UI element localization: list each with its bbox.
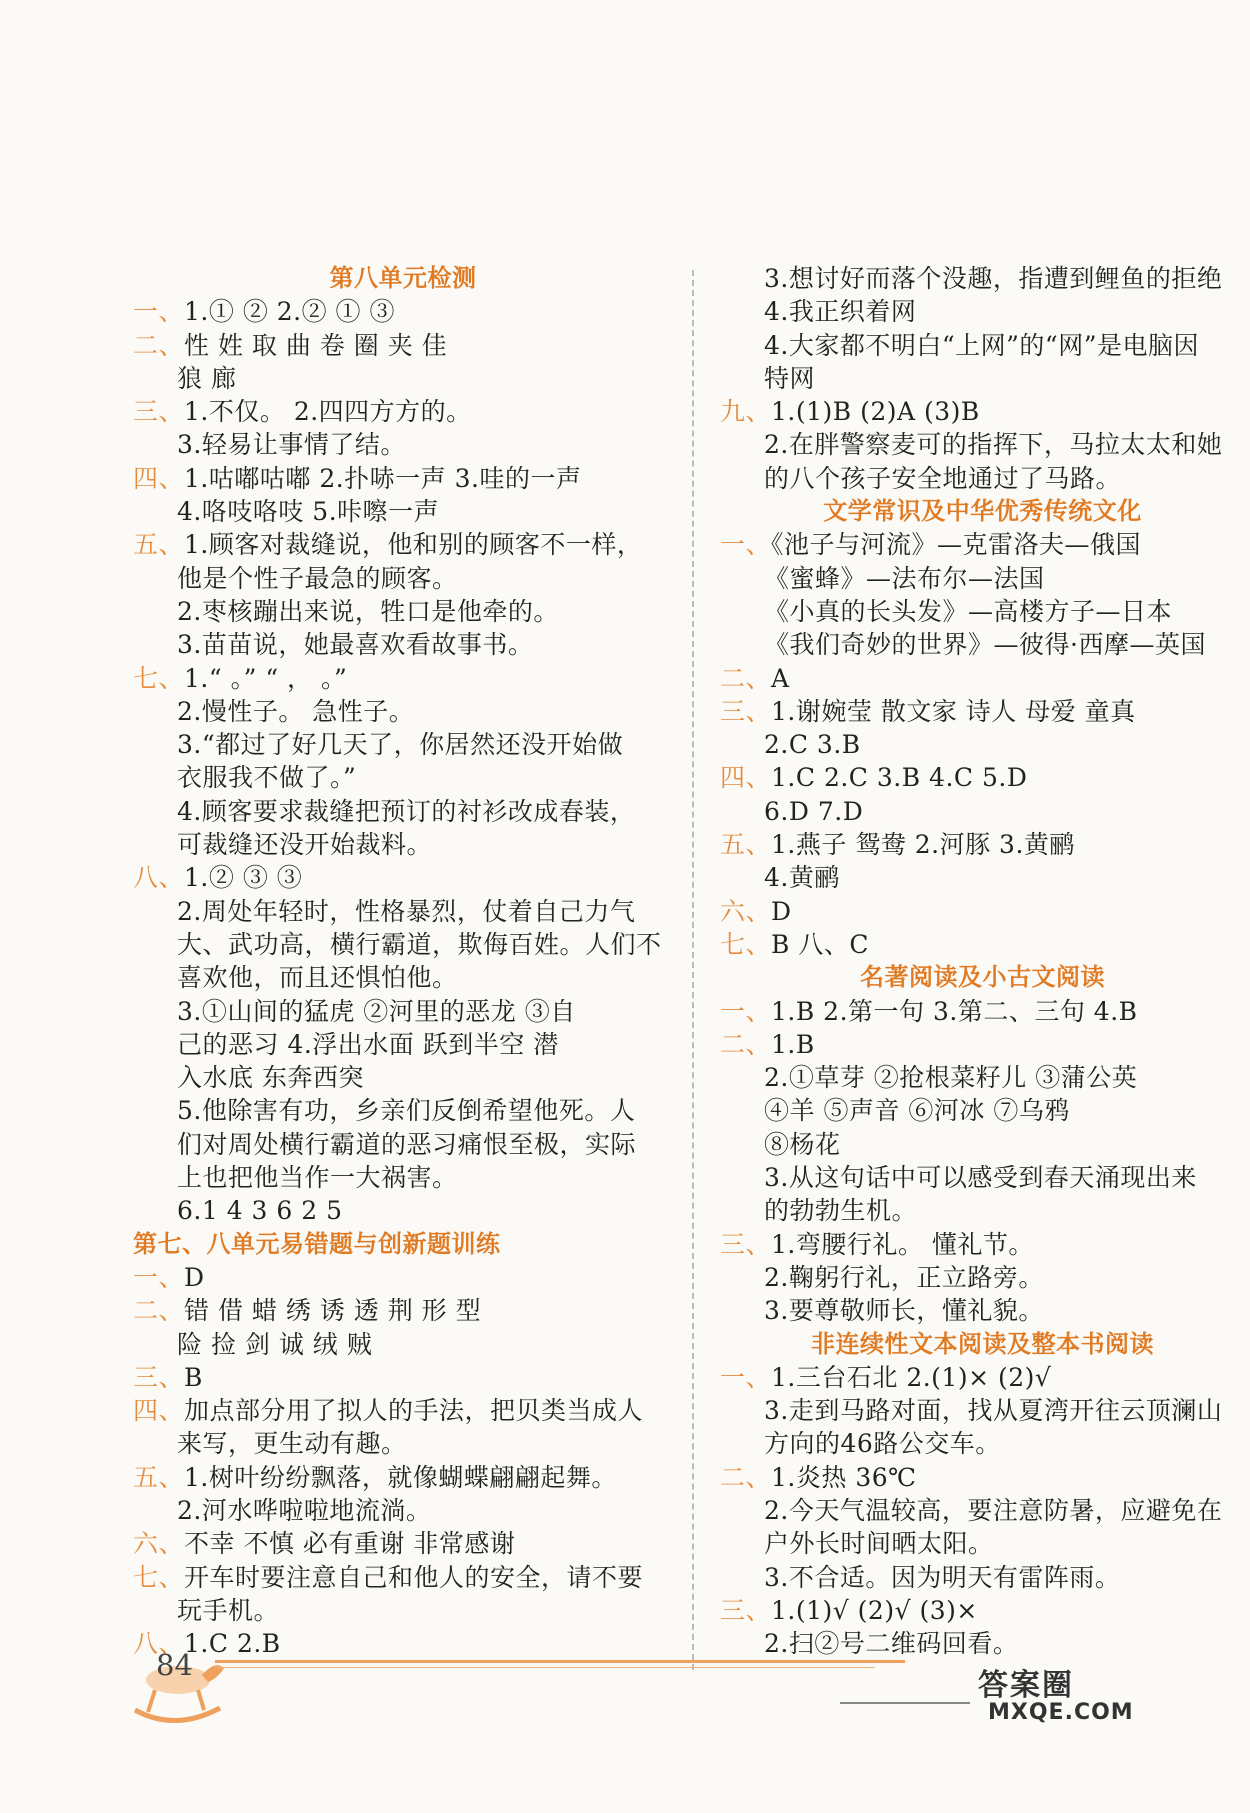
answer-text: 的勃勃生机。 — [764, 1196, 918, 1226]
answer-text: 3.从这句话中可以感受到春天涌现出来 — [764, 1163, 1197, 1193]
answer-text: 2.①草芽 ②抢根菜籽儿 ③蒲公英 — [764, 1063, 1138, 1093]
answer-text: 1.② ③ ③ — [184, 863, 303, 893]
question-number: 四、 — [133, 1396, 185, 1426]
answer-text: 己的恶习 4.浮出水面 跃到半空 潜 — [177, 1029, 559, 1059]
answer-text: 1.C 2.B — [184, 1629, 281, 1659]
answer-text: 1.顾客对裁缝说，他和别的顾客不一样， — [184, 530, 643, 560]
answer-text: 6.1 4 3 6 2 5 — [177, 1196, 343, 1226]
answer-line — [133, 1461, 673, 1494]
answer-text: 1.“ 。” “ ， 。” — [184, 663, 348, 693]
question-number: 三、 — [133, 397, 185, 427]
answer-line — [133, 895, 673, 928]
answer-line — [720, 1094, 1245, 1127]
answer-text: 4.我正织着网 — [764, 297, 917, 327]
question-number: 七、 — [720, 929, 772, 959]
answer-text: 来写，更生动有趣。 — [177, 1429, 407, 1459]
question-number: 二、 — [720, 663, 772, 693]
watermark-logo: 答案圈 — [978, 1668, 1074, 1703]
answer-line — [133, 928, 673, 961]
answer-line — [720, 1427, 1245, 1460]
answer-text: A — [771, 663, 790, 693]
answer-text: 们对周处横行霸道的恶习痛恨至极，实际 — [177, 1129, 637, 1159]
question-number: 三、 — [133, 1362, 185, 1392]
answer-text: 4.大家都不明白“上网”的“网”是电脑因 — [764, 330, 1199, 360]
answer-line — [133, 295, 673, 328]
answer-text: 方向的46路公交车。 — [764, 1429, 1001, 1459]
answer-line — [720, 628, 1245, 661]
answer-text: 喜欢他，而且还惧怕他。 — [177, 963, 458, 993]
answer-text: 3.不合适。因为明天有雷阵雨。 — [764, 1562, 1121, 1592]
question-number: 四、 — [720, 763, 772, 793]
answer-text: 不幸 不慎 必有重谢 非常感谢 — [184, 1529, 516, 1559]
question-number: 三、 — [720, 1229, 772, 1259]
answer-text: 1.B — [771, 1029, 815, 1059]
answer-text: 3.走到马路对面，找从夏湾开往云顶澜山 — [764, 1396, 1223, 1426]
footer-short-rule — [840, 1702, 970, 1704]
answer-text: 4.顾客要求裁缝把预订的衬衫改成春装， — [177, 796, 636, 826]
answer-line — [133, 1427, 673, 1460]
answer-line — [133, 362, 673, 395]
answer-line — [720, 828, 1245, 861]
answer-text: 3.①山间的猛虎 ②河里的恶龙 ③自 — [177, 996, 576, 1026]
answer-line — [720, 329, 1245, 362]
answer-line — [720, 695, 1245, 728]
answer-text: 3.要尊敬师长，懂礼貌。 — [764, 1296, 1044, 1326]
answer-text: 1.不仅。 2.四四方方的。 — [184, 397, 472, 427]
answer-text: 2.C 3.B — [764, 730, 861, 760]
answer-line — [133, 1261, 673, 1294]
answer-text: 大、武功高，横行霸道，欺侮百姓。人们不 — [177, 929, 662, 959]
section-title: 第七、八单元易错题与创新题训练 — [133, 1229, 501, 1258]
question-number: 五、 — [133, 1462, 185, 1492]
page-footer — [120, 1640, 1134, 1730]
answer-text: 1.弯腰行礼。 懂礼节。 — [771, 1229, 1034, 1259]
question-number: 五、 — [133, 530, 185, 560]
question-number: 二、 — [720, 1029, 772, 1059]
question-number: 二、 — [720, 1462, 772, 1492]
answer-text: 1.三台石北 2.(1)× (2)√ — [771, 1362, 1052, 1392]
answer-line — [720, 928, 1245, 961]
answer-text: 玩手机。 — [177, 1595, 280, 1625]
answer-line — [720, 1361, 1245, 1394]
answer-text: 险 捡 剑 诚 绒 贼 — [177, 1329, 373, 1359]
answer-text: 6.D 7.D — [764, 796, 864, 826]
section-title: 文学常识及中华优秀传统文化 — [823, 497, 1142, 526]
answer-text: 狼 廊 — [177, 363, 237, 393]
answer-text: 加点部分用了拟人的手法，把贝类当成人 — [184, 1396, 644, 1426]
answer-text: 4.黄鹂 — [764, 863, 840, 893]
answer-text: ⑧杨花 — [764, 1129, 841, 1159]
answer-text: 性 姓 取 曲 卷 圈 夹 佳 — [184, 330, 448, 360]
answer-text: 入水底 东奔西突 — [177, 1063, 364, 1093]
question-number: 一、 — [720, 530, 772, 560]
answer-line — [720, 995, 1245, 1028]
answer-line — [133, 695, 673, 728]
answer-text: 1.谢婉莹 散文家 诗人 母爱 童真 — [771, 696, 1136, 726]
answer-text: 1.燕子 鸳鸯 2.河豚 3.黄鹂 — [771, 830, 1075, 860]
answer-line — [720, 1594, 1245, 1627]
answer-text: D — [771, 896, 792, 926]
answer-line — [720, 1461, 1245, 1494]
answer-line — [720, 662, 1245, 695]
answer-text: 1.咕嘟咕嘟 2.扑哧一声 3.哇的一声 — [184, 463, 582, 493]
answer-text: 2.慢性子。 急性子。 — [177, 696, 415, 726]
answer-line — [720, 462, 1245, 495]
answer-line — [720, 1394, 1245, 1427]
section-title: 名著阅读及小古文阅读 — [860, 963, 1105, 992]
answer-text: 5.他除害有功，乡亲们反倒希望他死。人 — [177, 1096, 636, 1126]
answer-text: 2.今天气温较高，要注意防暑，应避免在 — [764, 1495, 1223, 1525]
answer-line — [133, 628, 673, 661]
answer-text: 户外长时间晒太阳。 — [764, 1529, 994, 1559]
answer-line — [133, 1594, 673, 1627]
answer-text: 的八个孩子安全地通过了马路。 — [764, 463, 1122, 493]
answer-line — [133, 995, 673, 1028]
answer-line — [133, 1494, 673, 1527]
answer-line — [720, 395, 1245, 428]
answer-line — [133, 961, 673, 994]
question-number: 三、 — [720, 1595, 772, 1625]
answer-text: D — [184, 1262, 205, 1292]
question-number: 七、 — [133, 663, 185, 693]
question-number: 一、 — [720, 1362, 772, 1392]
watermark-url: MXQE.COM — [988, 1700, 1134, 1725]
answer-text: 《我们奇妙的世界》—彼得·西摩—英国 — [764, 630, 1206, 660]
answer-line — [720, 861, 1245, 894]
answer-line — [720, 1494, 1245, 1527]
answer-line — [720, 1194, 1245, 1227]
answer-line — [133, 795, 673, 828]
answer-line — [133, 428, 673, 461]
answer-line — [720, 295, 1245, 328]
answer-text: 1.(1)B (2)A (3)B — [771, 397, 980, 427]
answer-text: 他是个性子最急的顾客。 — [177, 563, 458, 593]
watermark — [978, 1660, 1134, 1730]
answer-line — [720, 1028, 1245, 1061]
answer-line — [133, 662, 673, 695]
answer-line — [720, 1294, 1245, 1327]
answer-text: 4.咯吱咯吱 5.咔嚓一声 — [177, 497, 440, 527]
answer-line — [720, 528, 1245, 561]
left-column — [133, 262, 673, 1660]
answer-text: 3.苗苗说，她最喜欢看故事书。 — [177, 630, 534, 660]
answer-line — [133, 1194, 673, 1227]
answer-line — [720, 795, 1245, 828]
answer-text: 《小真的长头发》—高楼方子—日本 — [764, 596, 1173, 626]
answer-text: 《蜜蜂》—法布尔—法国 — [764, 563, 1045, 593]
answer-line — [720, 761, 1245, 794]
answer-line — [720, 1061, 1245, 1094]
question-number: 二、 — [133, 1296, 185, 1326]
answer-line — [133, 395, 673, 428]
answer-line — [133, 1061, 673, 1094]
answer-text: ④羊 ⑤声音 ⑥河冰 ⑦乌鸦 — [764, 1096, 1070, 1126]
answer-line — [133, 329, 673, 362]
answer-text: 1.(1)√ (2)√ (3)× — [771, 1595, 978, 1625]
footer-rule — [215, 1660, 905, 1663]
answer-line — [133, 1561, 673, 1594]
answer-line — [720, 1128, 1245, 1161]
answer-text: 3.轻易让事情了结。 — [177, 430, 406, 460]
answer-text: 错 借 蜡 绣 诱 透 荆 形 型 — [184, 1296, 482, 1326]
question-number: 八、 — [133, 863, 185, 893]
answer-line — [133, 1028, 673, 1061]
answer-line — [720, 595, 1245, 628]
section-title: 非连续性文本阅读及整本书阅读 — [811, 1329, 1154, 1358]
answer-line — [133, 861, 673, 894]
answer-text: B 八、C — [771, 929, 869, 959]
answer-line — [133, 1394, 673, 1427]
answer-text: 2.在胖警察麦可的指挥下，马拉太太和她 — [764, 430, 1223, 460]
section-title: 第八单元检测 — [329, 264, 477, 292]
answer-text: 1.B 2.第一句 3.第二、三句 4.B — [771, 996, 1138, 1026]
answer-text: 2.河水哗啦啦地流淌。 — [177, 1495, 432, 1525]
answer-text: 1.树叶纷纷飘落，就像蝴蝶翩翩起舞。 — [184, 1462, 617, 1492]
answer-text: 3.“都过了好几天了，你居然还没开始做 — [177, 730, 624, 760]
column-divider — [692, 270, 694, 1670]
answer-text: 上也把他当作一大祸害。 — [177, 1163, 458, 1193]
answer-text: 2.鞠躬行礼，正立路旁。 — [764, 1262, 1044, 1292]
answer-line — [720, 1561, 1245, 1594]
question-number: 七、 — [133, 1562, 185, 1592]
answer-line — [133, 1128, 673, 1161]
answer-text: 1.① ② 2.② ① ③ — [184, 297, 396, 327]
answer-line — [720, 362, 1245, 395]
question-number: 六、 — [720, 896, 772, 926]
answer-line — [720, 1527, 1245, 1560]
answer-line — [133, 828, 673, 861]
question-number: 五、 — [720, 830, 772, 860]
answer-line — [133, 761, 673, 794]
answer-line — [133, 1328, 673, 1361]
question-number: 一、 — [133, 1262, 185, 1292]
question-number: 一、 — [133, 297, 185, 327]
answer-text: 衣服我不做了。” — [177, 763, 357, 793]
answer-line — [133, 528, 673, 561]
answer-text: 2.枣核蹦出来说，牲口是他牵的。 — [177, 596, 559, 626]
answer-text: 3.想讨好而落个没趣，指遭到鲤鱼的拒绝 — [764, 264, 1223, 293]
answer-line — [720, 728, 1245, 761]
answer-text: 可裁缝还没开始裁料。 — [177, 830, 433, 860]
answer-text: 开车时要注意自己和他人的安全，请不要 — [184, 1562, 644, 1592]
answer-line — [720, 1261, 1245, 1294]
answer-line — [720, 1161, 1245, 1194]
answer-line — [133, 1161, 673, 1194]
answer-line — [133, 595, 673, 628]
question-number: 一、 — [720, 996, 772, 1026]
answer-text: 2.周处年轻时，性格暴烈，仗着自己力气 — [177, 896, 636, 926]
answer-text: B — [184, 1362, 203, 1392]
answer-line — [133, 562, 673, 595]
question-number: 三、 — [720, 696, 772, 726]
question-number: 九、 — [720, 397, 772, 427]
answer-line — [133, 1361, 673, 1394]
answer-text: 《池子与河流》—克雷洛夫—俄国 — [771, 530, 1142, 560]
question-number: 八、 — [133, 1629, 185, 1659]
answer-line — [720, 428, 1245, 461]
answer-text: 1.炎热 36℃ — [771, 1462, 917, 1492]
answer-line — [720, 262, 1245, 295]
answer-text: 2.扫②号二维码回看。 — [764, 1629, 1019, 1659]
answer-line — [133, 1294, 673, 1327]
right-column — [720, 262, 1245, 1660]
footer-rule-thin — [215, 1667, 875, 1668]
answer-line — [720, 1228, 1245, 1261]
page-number: 84 — [156, 1648, 193, 1682]
question-number: 四、 — [133, 463, 185, 493]
answer-text: 1.C 2.C 3.B 4.C 5.D — [771, 763, 1028, 793]
answer-line — [133, 462, 673, 495]
answer-line — [133, 1527, 673, 1560]
answer-line — [133, 495, 673, 528]
question-number: 六、 — [133, 1529, 185, 1559]
answer-line — [720, 895, 1245, 928]
answer-text: 特网 — [764, 363, 816, 393]
answer-line — [133, 728, 673, 761]
question-number: 二、 — [133, 330, 185, 360]
answer-line — [133, 1094, 673, 1127]
answer-line — [720, 562, 1245, 595]
